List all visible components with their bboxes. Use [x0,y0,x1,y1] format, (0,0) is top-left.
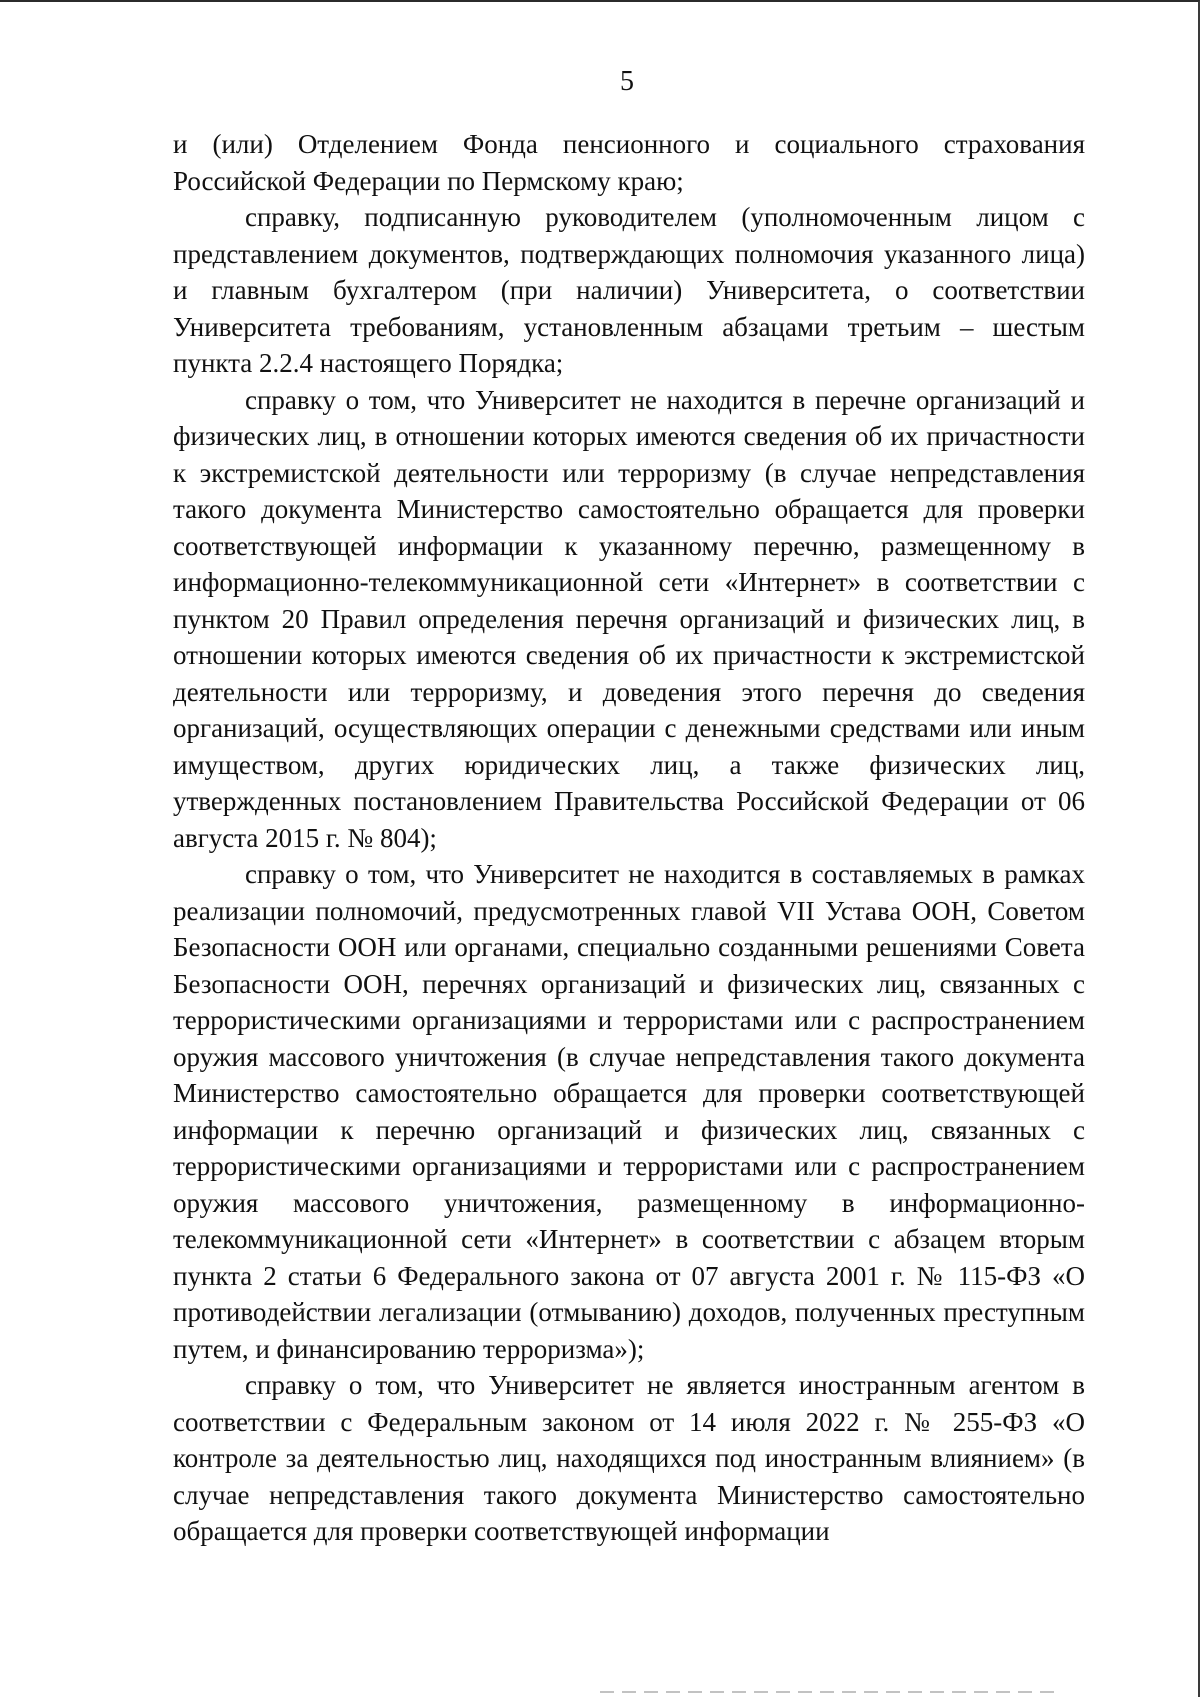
paragraph-un-sanctions-certificate: справку о том, что Университет не находится в составляемых в рамках реализации полномочий, предусмотренных главой VII Устава ООН, Советом Безопасности ООН или органами, специально созданными решениями Совета Безопасности ООН, перечнях организаций и физических лиц, связанных с террористическими организациями и террористами или с распространением оружия массового уничтожения (в случае непредставления такого документа Министерство самостоятельно обращается для проверки соответствующей информации к перечню организаций и физических лиц, связанных с террористическими организациями и террористами или с распространением оружия массового уничтожения, размещенному в информационно-телекоммуникационной сети «Интернет» в соответствии с абзацем вторым пункта 2 статьи 6 Федерального закона от 07 августа 2001 г. № 115-ФЗ «О противодействии легализации (отмыванию) доходов, полученных преступным путем, и финансированию терроризма»); [173,859,1085,1364]
paragraph-continuation: и (или) Отделением Фонда пенсионного и социального страхования Российской Федерации по Пермскому краю; [173,129,1085,196]
paragraph-signed-certificate: справку, подписанную руководителем (уполномоченным лицом с представлением документов, подтверждающих полномочия указанного лица) и главным бухгалтером (при наличии) Университета, о соответствии Университета требованиям, установленным абзацами третьим – шестым пункта 2.2.4 настоящего Порядка; [173,202,1085,378]
document-body [173,126,1085,1550]
scan-artifact-line [600,1691,1060,1693]
paragraph-foreign-agent-certificate: справку о том, что Университет не является иностранным агентом в соответствии с Федеральным законом от 14 июля 2022 г. № 255-ФЗ «О контроле за деятельностью лиц, находящихся под иностранным влиянием» (в случае непредставления такого документа Министерство самостоятельно обращается для проверки соответствующей информации [173,1370,1085,1546]
page-number: 5 [620,66,634,97]
paragraph-extremism-list-certificate: справку о том, что Университет не находится в перечне организаций и физических лиц, в отношении которых имеются сведения об их причастности к экстремистской деятельности или терроризму (в случае непредставления такого документа Министерство самостоятельно обращается для проверки соответствующей информации к указанному перечню, размещенному в информационно-телекоммуникационной сети «Интернет» в соответствии с пунктом 20 Правил определения перечня организаций и физических лиц, в отношении которых имеются сведения об их причастности к экстремистской деятельности или терроризму, и доведения этого перечня до сведения организаций, осуществляющих операции с денежными средствами или иным имуществом, других юридических лиц, а также физических лиц, утвержденных постановлением Правительства Российской Федерации от 06 августа 2015 г. № 804); [173,384,1085,853]
